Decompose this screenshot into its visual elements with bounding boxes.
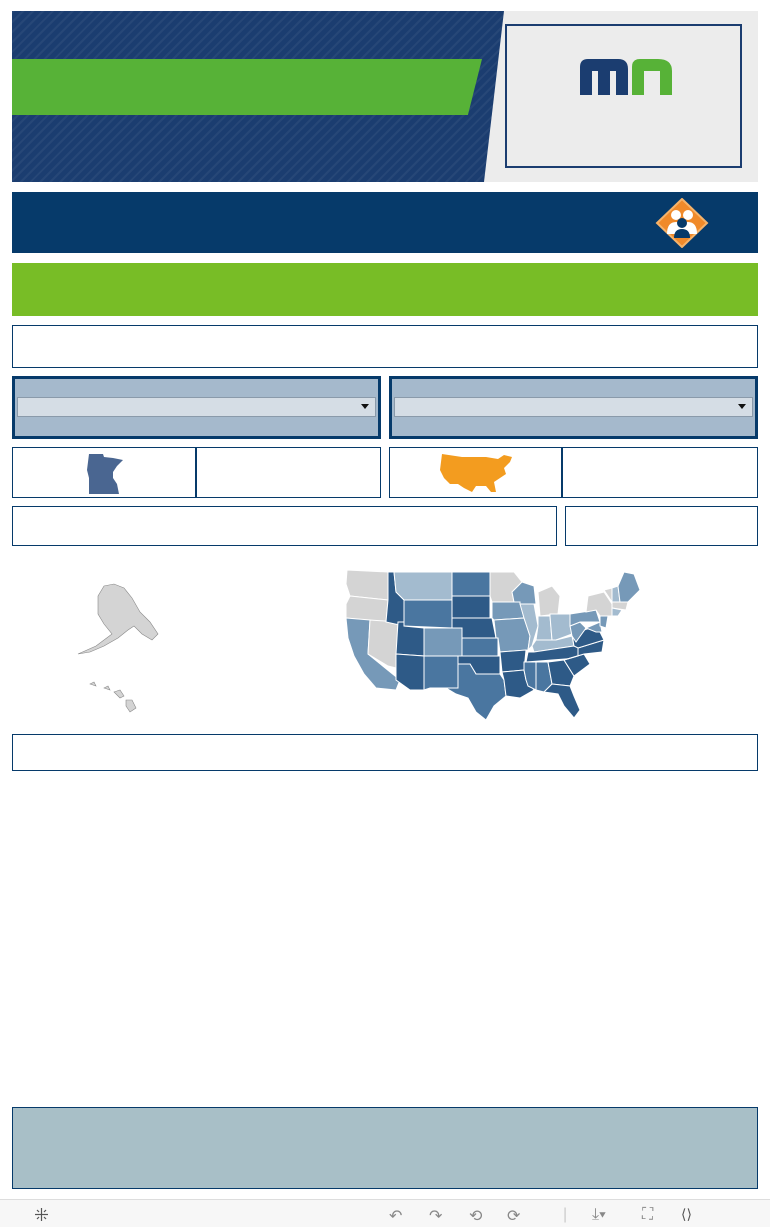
footnote: [12, 1107, 758, 1189]
chevron-down-icon: [361, 404, 369, 409]
state-shape-ks: [462, 638, 498, 656]
title-bar: [12, 192, 758, 253]
rank-legend: [565, 506, 758, 546]
state-shape-nd: [452, 572, 490, 596]
chevron-down-icon: [738, 404, 746, 409]
state-shape-az: [396, 654, 424, 690]
state-shape-ut: [396, 622, 424, 656]
state-shape-co: [424, 628, 462, 656]
state-shape-hi: [90, 682, 136, 712]
minnesota-stat-card: [196, 447, 381, 498]
state-shape-wy: [404, 600, 452, 628]
tableau-toolbar: [0, 1199, 770, 1227]
filter-instructions: [12, 325, 758, 368]
minnesota-shape-card: [12, 447, 196, 498]
map-instructions: [12, 506, 557, 546]
mn-logo-icon: [578, 55, 678, 97]
state-shape-ct: [612, 608, 622, 616]
bar-chart-instructions: [12, 734, 758, 771]
state-shape-nj: [600, 616, 608, 628]
ranking-bar-chart[interactable]: [12, 779, 740, 1099]
us-map[interactable]: [0, 556, 770, 722]
download-icon[interactable]: ⤓▾: [592, 1206, 606, 1223]
banner-green-strip: [12, 59, 482, 115]
state-shape-mo: [494, 618, 530, 652]
redo-icon[interactable]: ↷: [429, 1208, 443, 1225]
union-people-icon: [654, 198, 710, 248]
bar-chart-svg: [12, 779, 740, 1099]
tableau-logo-icon: [34, 1207, 49, 1222]
state-shape-nm: [424, 656, 458, 690]
state-shape-wa: [346, 570, 388, 600]
us-shape-icon: [390, 448, 563, 499]
state-shape-mt: [394, 572, 452, 600]
state-shape-oh: [550, 614, 572, 640]
state-shape-in: [536, 616, 552, 640]
state-shape-ia: [492, 602, 524, 620]
us-stat-card: [562, 447, 758, 498]
type-select[interactable]: [394, 397, 753, 417]
share-button[interactable]: [681, 1206, 698, 1223]
divider: |: [563, 1206, 568, 1223]
state-shape-me: [618, 572, 640, 602]
state-shape-fl: [544, 684, 580, 718]
us-shape-card: [389, 447, 562, 498]
legend-color-ramp: [581, 527, 736, 541]
header-banner: [12, 11, 758, 182]
state-shape-ak: [78, 584, 158, 654]
state-shape-mi: [538, 586, 560, 616]
fullscreen-icon[interactable]: ⛶: [642, 1206, 654, 1223]
refresh-icon[interactable]: ⟳: [507, 1208, 521, 1225]
type-filter: [389, 376, 758, 439]
state-shape-ar: [500, 650, 526, 672]
state-select[interactable]: [17, 397, 376, 417]
minnesota-shape-icon: [13, 448, 197, 499]
undo-icon[interactable]: ↶: [389, 1208, 403, 1225]
state-shape-sd: [452, 596, 490, 618]
view-on-tableau-link[interactable]: [34, 1207, 55, 1222]
share-icon: ⟨⟩: [681, 1206, 692, 1222]
state-filter: [12, 376, 381, 439]
headline: [12, 263, 758, 316]
revert-icon[interactable]: ⟲: [469, 1208, 483, 1225]
